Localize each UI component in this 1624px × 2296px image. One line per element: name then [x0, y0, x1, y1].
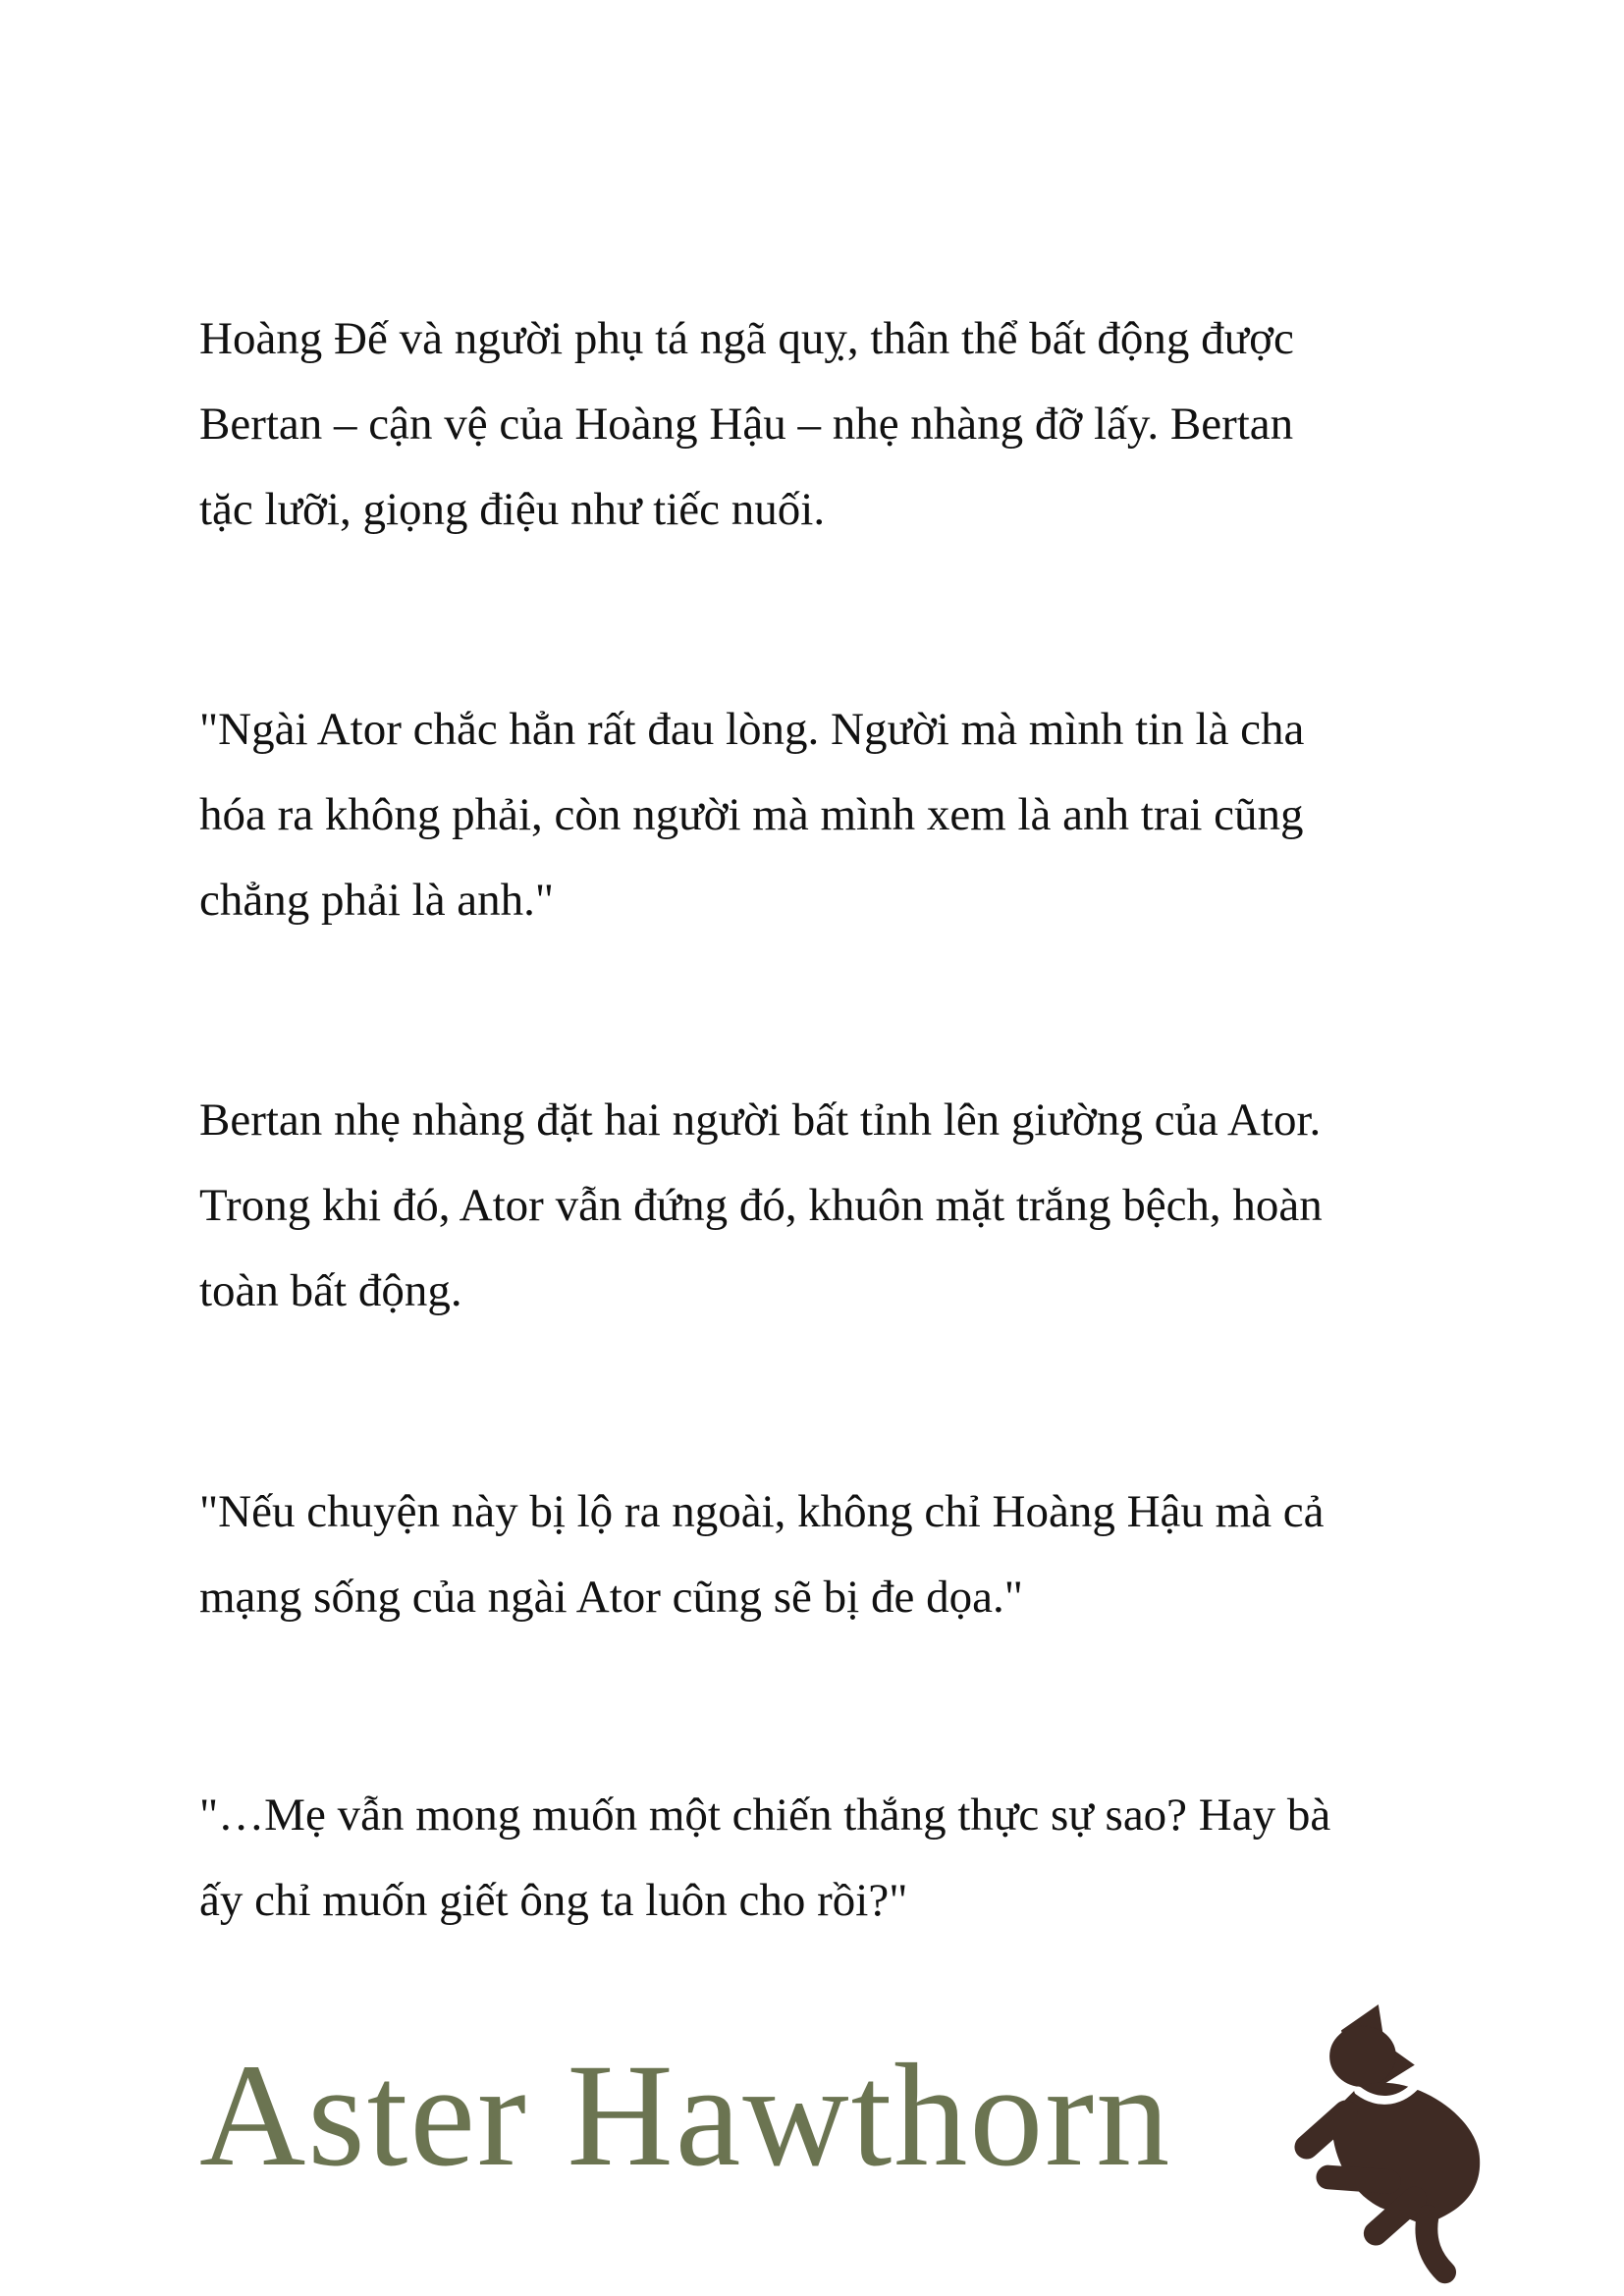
- paragraph: [199, 1078, 1476, 1334]
- text-line: mạng sống của ngài Ator cũng sẽ bị đe dọa.": [199, 1572, 1023, 1623]
- text-line: "…Mẹ vẫn mong muốn một chiến thắng thực sự sao? Hay bà: [199, 1789, 1331, 1841]
- paragraph: [199, 687, 1476, 943]
- text-line: Hoàng Đế và người phụ tá ngã quỵ, thân thể bất động được: [199, 313, 1294, 364]
- text-line: toàn bất động.: [199, 1265, 462, 1316]
- watermark-text: Aster Hawthorn: [199, 2034, 1172, 2197]
- paragraph: [199, 1469, 1476, 1640]
- text-line: hóa ra không phải, còn người mà mình xem là anh trai cũng: [199, 789, 1304, 840]
- text-line: chẳng phải là anh.": [199, 875, 555, 926]
- text-line: Bertan nhẹ nhàng đặt hai người bất tỉnh lên giường của Ator.: [199, 1095, 1322, 1146]
- cat-icon: [1276, 1983, 1492, 2285]
- paragraph: [199, 296, 1476, 553]
- text-line: tặc lưỡi, giọng điệu như tiếc nuối.: [199, 484, 826, 535]
- text-line: "Ngài Ator chắc hẳn rất đau lòng. Người mà mình tin là cha: [199, 704, 1305, 755]
- paragraph: [199, 1773, 1476, 1944]
- text-line: "Nếu chuyện này bị lộ ra ngoài, không chỉ Hoàng Hậu mà cả: [199, 1486, 1325, 1537]
- text-line: Trong khi đó, Ator vẫn đứng đó, khuôn mặt trắng bệch, hoàn: [199, 1180, 1323, 1231]
- text-line: Bertan – cận vệ của Hoàng Hậu – nhẹ nhàng đỡ lấy. Bertan: [199, 399, 1294, 450]
- text-line: ấy chỉ muốn giết ông ta luôn cho rồi?": [199, 1875, 908, 1926]
